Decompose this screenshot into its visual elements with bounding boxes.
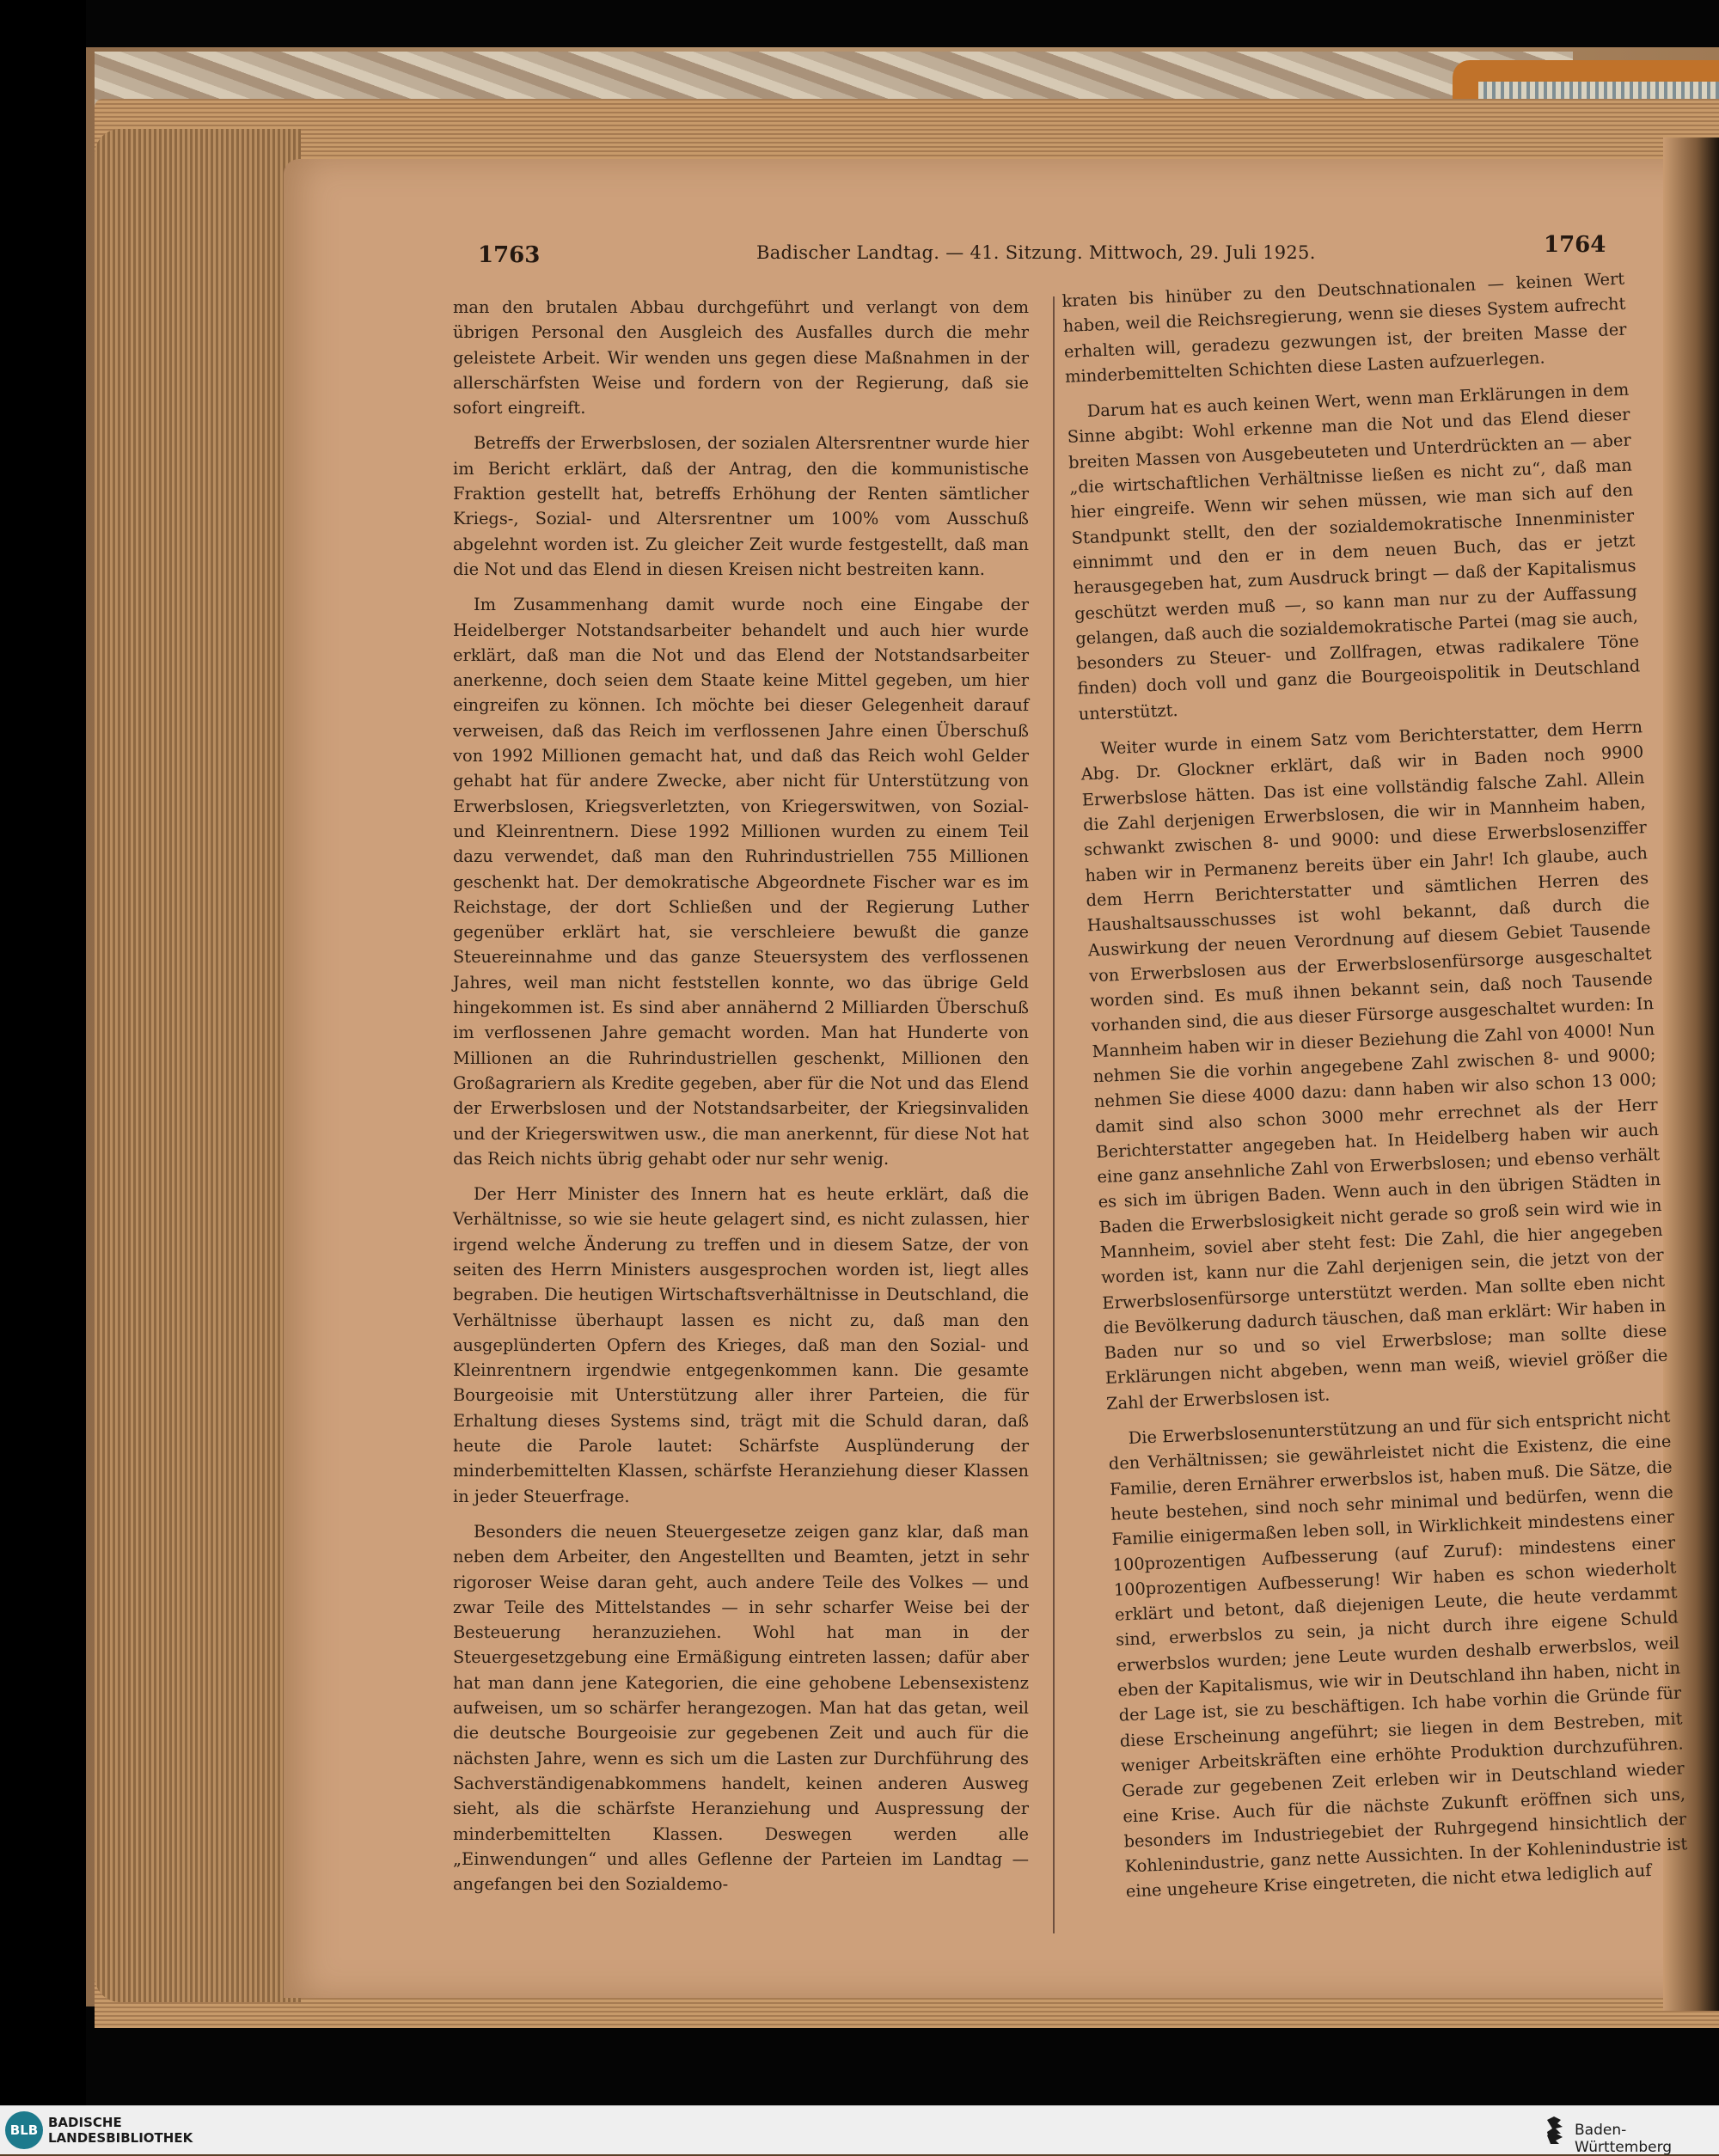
running-title: Badischer Landtag. — 41. Sitzung. Mittwoch, 29. Juli 1925. [756, 242, 1316, 263]
viewer-footer [0, 2105, 1719, 2154]
page-number-right: 1764 [1544, 232, 1606, 258]
bw-name: Baden-Württemberg [1575, 2122, 1673, 2156]
right-column [1061, 266, 1689, 1915]
paragraph: Im Zusammenhang damit wurde noch eine Eingabe der Heidelberger Notstandsarbeiter behandelt und auch hier wurde erklärt, daß man die Not und das Elend der Notstandsarbeiter anerkenne, doch seien dem Staate keine Mittel gegeben, um hier eingreifen zu können. Ich möchte bei dieser Gelegenheit darauf verweisen, daß das Reich im verflossenen Jahre einen Überschuß von 1992 Millionen gemacht hat, und daß das Reich wohl Gelder gehabt hat für andere Zwecke, aber nicht für Unterstützung von Erwerbslosen, Kriegsverletzten, von Kriegerswitwen, von Sozial- und Kleinrentnern. Diese 1992 Millionen wurden zu einem Teil dazu verwendet, daß man den Ruhrindustriellen 755 Millionen geschenkt hat. Der demokratische Abgeordnete Fischer war es im Reichstage, der dort Schließen und der Regierung Luther gegenüber erklärt hat, sie verschleiere bewußt die ganze Steuereinnahme und das ganze Steuersystem des verflossenen Jahres, weil man nicht feststellen konnte, wo das übrige Geld hingekommen ist. Es sind aber annähernd 2 Milliarden Überschuß im verflossenen Jahre gemacht worden. Man hat Hunderte von Millionen an die Ruhrindustriellen geschenkt, Millionen den Großagrariern als Kredite gegeben, aber für die Not und das Elend der Erwerbslosen und der Notstandsarbeiter, der Kriegsinvaliden und der Kriegerswitwen usw., die man anerkennt, für diese Not hat das Reich nichts übrig gehabt oder nur sehr wenig. [453, 595, 1029, 1169]
right-column-wrap [1061, 266, 1691, 1938]
page-number-left: 1763 [478, 242, 541, 268]
paragraph: kraten bis hinüber zu den Deutschnationalen — keinen Wert haben, weil die Reichsregierung, wenn sie dieses System aufrecht erhalten will, geradezu gezwungen ist, der breiten Masse der minderbemittelten Schichten diese Lasten aufzuerlegen. [1061, 268, 1627, 387]
background [0, 0, 86, 2105]
bw-lion-icon [1544, 2115, 1568, 2146]
paragraph: Der Herr Minister des Innern hat es heute erklärt, daß die Verhältnisse, so wie sie heute gelagert sind, es nicht zulassen, hier irgend welche Änderung zu treffen und in diesem Satze, der von seiten des Herrn Ministers ausgesprochen worden ist, liegt alles begraben. Die heutigen Wirtschaftsverhältnisse in Deutschland, die Verhältnisse überhaupt lassen es nicht zu, daß man den ausgeplünderten Opfern des Krieges, daß man den Sozial- und Kleinrentnern irgendwie entgegenkommen kann. Die gesamte Bourgeoisie mit Unterstützung aller ihrer Parteien, die für Erhaltung dieses Systems sind, trägt mit die Schuld daran, daß heute die Parole lautet: Schärfste Ausplünderung der minderbemittelten Klassen, schärfste Heranziehung dieser Klassen in jeder Steuerfrage. [453, 1184, 1029, 1506]
blb-name-line1: BADISCHE [48, 2115, 122, 2130]
paragraph: Die Erwerbslosenunterstützung an und für sich entspricht nicht den Verhältnissen; sie gewährleistet nicht die Existenz, die eine Familie, deren Ernährer erwerbslos ist, haben muß. Die Sätze, die heute bestehen, sind noch sehr minimal und bedürfen, wenn die Familie einigermaßen leben soll, in Wirklichkeit mindestens einer 100prozentigen Aufbesserung (auf Zuruf): mindestens einer 100prozentigen Aufbesserung! Wir haben es schon wiederholt erklärt und betont, daß diejenigen Leute, die heute verdammt sind, erwerbslos zu sein, ja nicht durch ihre eigene Schuld erwerbslos wurden; jene Leute wurden deshalb erwerbslos, weil eben der Kapitalismus, wie wir in Deutschland ihn haben, nicht in der Lage ist, sie zu beschäftigen. Ich habe vorhin die Gründe für diese Erscheinung angeführt; sie liegen in dem Bestreben, mit weniger Arbeitskräften eine erhöhte Produktion durchzuführen. Gerade zur gegebenen Zeit erleben wir in Deutschland wieder eine Krise. Auch für die nächste Zukunft eröffnen sich uns, besonders im Industriegebiet der Ruhrgegend hinsichtlich der Kohlenindustrie, ganz nette Aussichten. In der Kohlenindustrie ist eine ungeheure Krise eingetreten, die nicht etwa lediglich auf [1108, 1406, 1688, 1902]
left-column [453, 295, 1029, 1907]
paragraph: Besonders die neuen Steuergesetze zeigen ganz klar, daß man neben dem Arbeiter, den Angestellten und Beamten, jetzt in sehr rigoroser Weise daran geht, auch andere Teile des Volkes — und zwar Teile des Mittelstandes — in sehr scharfer Weise bei der Besteuerung heranzuziehen. Wohl hat man in der Steuergesetzgebung eine Ermäßigung eintreten lassen; dafür aber hat man dann jene Kategorien, die eine gehobene Lebensexistenz aufweisen, um so schärfer herangezogen. Man hat das getan, weil die deutsche Bourgeoisie zur gegebenen Zeit und auch für die nächsten Jahre, wenn es sich um die Lasten zur Durchführung des Sachverständigenabkommens handelt, keinen anderen Ausweg sieht, als die schärfste Heranziehung und Auspressung der minderbemittelten Klassen. Deswegen werden alle „Einwendungen“ und alles Geflenne der Parteien im Landtag — angefangen bei den Sozialdemo- [453, 1521, 1029, 1895]
paragraph: Betreffs der Erwerbslosen, der sozialen Altersrentner wurde hier im Bericht erklärt, daß der Antrag, den die kommunistische Fraktion gestellt hat, betreffs Erhöhung der Renten sämtlicher Kriegs-, Sozial- und Altersrentner um 100% vom Ausschuß abgelehnt worden ist. Zu gleicher Zeit wurde festgestellt, daß man die Not und das Elend in diesen Kreisen nicht bestreiten kann. [453, 433, 1029, 579]
blb-name-line2: LANDESBIBLIOTHEK [48, 2130, 193, 2146]
blb-logo[interactable]: BLB [5, 2111, 43, 2149]
paragraph: man den brutalen Abbau durchgeführt und verlangt von dem übrigen Personal den Ausgleich des Ausfalles durch die mehr geleistete Arbeit. Wir wenden uns gegen diese Maßnahmen in der allerschärfsten Weise und fordern von der Regierung, daß sie sofort eingreift. [453, 297, 1029, 418]
fore-edge [95, 129, 301, 2002]
paragraph: Darum hat es auch keinen Wert, wenn man Erklärungen in dem Sinne abgibt: Wohl erkenne man die Not und das Elend dieser breiten Massen von Ausgebeuteten und Unterdrückten an — aber „die wirtschaftlichen Verhältnisse ließen es nicht zu“, daß man hier eingreife. Wenn wir sehen müssen, wie man sich auf den Standpunkt stellt, den der sozialdemokratische Innenminister einnimmt und den er in dem neuen Buch, das er jetzt herausgegeben hat, zum Ausdruck bringt — daß der Kapitalismus geschützt werden muß —, so kann man nur zu der Auffassung gelangen, daß auch die sozialdemokratische Partei (mag sie auch, besonders zu Steuer- und Zollfragen, etwas radikalere Töne finden) doch voll und ganz die Bourgeoispolitik in Deutschland unterstützt. [1067, 379, 1641, 724]
paragraph: Weiter wurde in einem Satz vom Berichterstatter, dem Herrn Abg. Dr. Glockner erklärt, daß wir in Baden noch 9900 Erwerbslose hätten. Das ist eine vollständig falsche Zahl. Allein die Zahl derjenigen Erwerbslosen, die wir in Mannheim haben, schwankt zwischen 8- und 9000: und diese Erwerbslosenziffer haben wir in Permanenz bereits über ein Jahr! Ich glaube, auch dem Herrn Berichterstatter und sämtlichen Herren des Haushaltsausschusses ist wohl bekannt, daß durch die Auswirkung der neuen Verordnung auf diesem Gebiet Tausende von Erwerbslosen aus der Erwerbslosenfürsorge ausgeschaltet worden sind. Es muß ihnen bekannt sein, daß noch Tausende vorhanden sind, die aus dieser Fürsorge ausgeschaltet wurden: In Mannheim haben wir in dieser Beziehung die Zahl von 4000! Nun nehmen Sie die vorhin angegebene Zahl zwischen 8- und 9000; nehmen Sie diese 4000 dazu: dann haben wir also schon 13 000; damit sind also schon 3000 mehr errechnet als der Herr Berichterstatter angegeben hat. In Heidelberg haben wir auch eine ganz ansehnliche Zahl von Erwerbslosen; und ebenso verhält es sich im übrigen Baden. Wenn auch in den übrigen Städten in Baden die Erwerbslosigkeit nicht gerade so groß sein wird wie in Mannheim, soviel aber steht fest: Die Zahl, die hier angegeben worden ist, kann nur die Zahl derjenigen sein, die jetzt von der Erwerbslosenfürsorge unterstützt werden. Man sollte eben nicht die Bevölkerung dadurch täuschen, daß man erklärt: Wir haben in Baden nur so und so viel Erwerbslose; man sollte diese Erklärungen nicht abgeben, wenn man weiß, wieviel größer die Zahl der Erwerbslosen ist. [1080, 717, 1668, 1414]
blb-name [48, 2115, 193, 2146]
column-rule [1053, 296, 1055, 1933]
